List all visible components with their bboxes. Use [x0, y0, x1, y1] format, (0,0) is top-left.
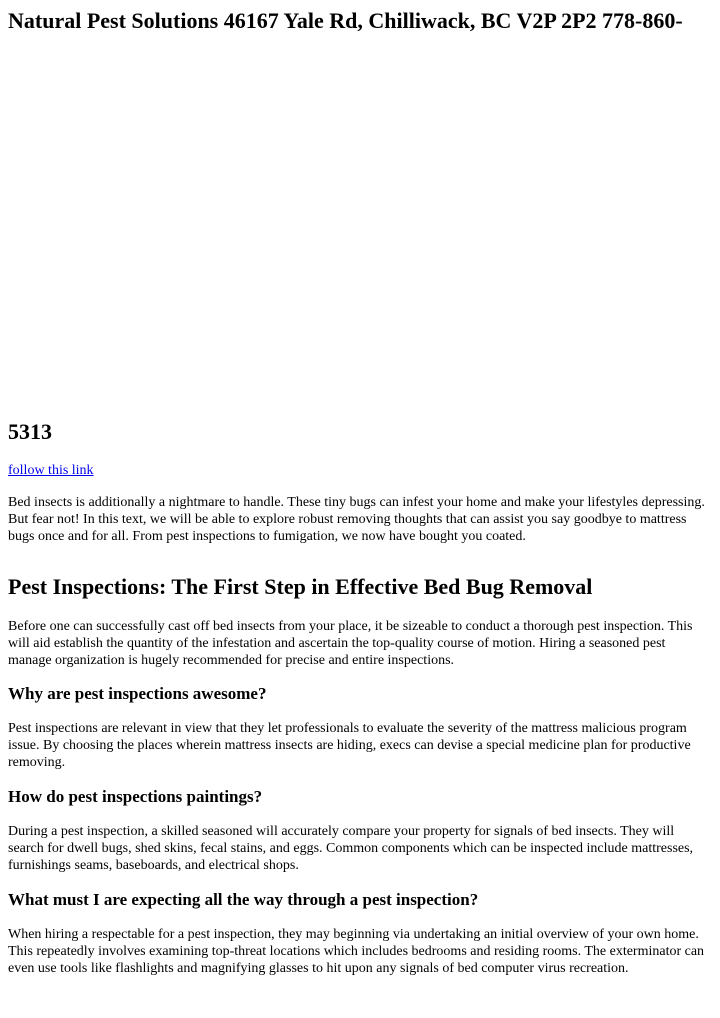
- question-heading-1: Why are pest inspections awesome?: [8, 684, 267, 703]
- intro-paragraph: Bed insects is additionally a nightmare to handle. These tiny bugs can infest your home and make your lifestyles depressing. But fear not! In this text, we will be able to explore robust removing thoughts that can assist you say goodbye to mattress bugs once and for all. From pest inspections to fumigation, we now have bought you coated.: [8, 495, 705, 544]
- answer-paragraph-1: Pest inspections are relevant in view that they let professionals to evaluate the severity of the mattress malicious program issue. By choosing the places wherein mattress insects are hiding, execs can devise a special medicine plan for productive removing.: [8, 721, 691, 770]
- answer-paragraph-3: When hiring a respectable for a pest inspection, they may beginning via undertaking an initial overview of your own home. This repeatedly involves examining top-threat locations which includes bedrooms and residing rooms. The exterminator can even use tools like flashlights and magnifying glasses to hit upon any signals of bed computer virus recreation.: [8, 927, 705, 976]
- page-title: Natural Pest Solutions 46167 Yale Rd, Chilliwack, BC V2P 2P2 778-860-: [8, 8, 683, 33]
- question-heading-3: What must I are expecting all the way through a pest inspection?: [8, 890, 479, 909]
- section-paragraph: Before one can successfully cast off bed insects from your place, it be sizeable to conduct a thorough pest inspection. This will aid establish the quantity of the infestation and ascertain the top-quality course of motion. Hiring a seasoned pest manage organization is hugely recommended for precise and entire inspections.: [8, 619, 693, 668]
- page-title-continuation: 5313: [8, 419, 52, 444]
- follow-link[interactable]: follow this link: [8, 463, 94, 478]
- section-heading: Pest Inspections: The First Step in Effective Bed Bug Removal: [8, 574, 593, 599]
- answer-paragraph-2: During a pest inspection, a skilled seasoned will accurately compare your property for signals of bed insects. They will search for dwell bugs, shed skins, fecal stains, and eggs. Common components which can be inspected include mattresses, furnishings seams, baseboards, and electrical shops.: [8, 824, 694, 873]
- question-heading-2: How do pest inspections paintings?: [8, 787, 263, 806]
